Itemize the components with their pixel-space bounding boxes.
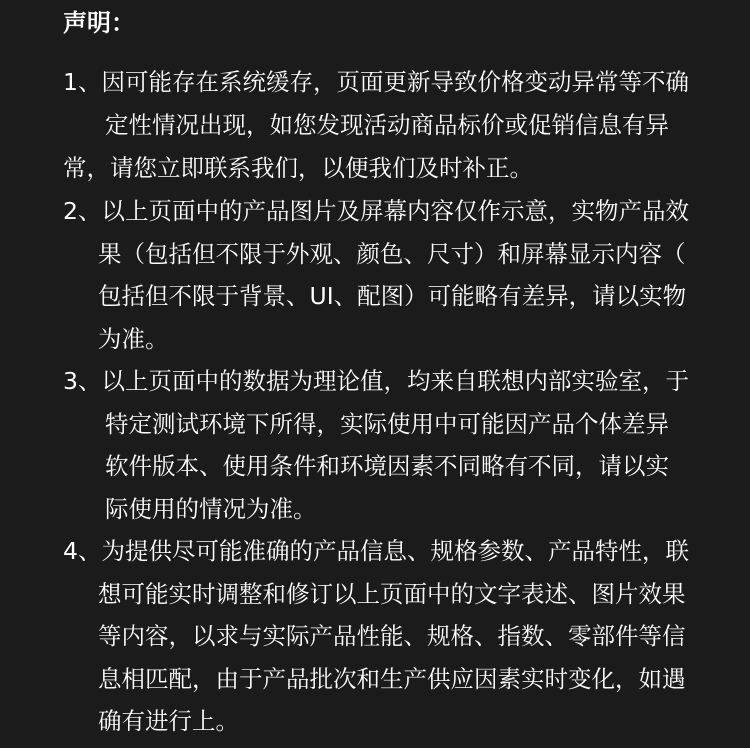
item-2-line-4: 为准。 <box>98 325 169 353</box>
disclaimer-title: 声明： <box>63 9 135 37</box>
item-2-line-1: 2、以上页面中的产品图片及屏幕内容仅作示意，实物产品效 <box>63 197 689 225</box>
item-1-line-1: 1、因可能存在系统缓存，页面更新导致价格变动异常等不确 <box>63 68 689 96</box>
item-2-line-3: 包括但不限于背景、UI、配图）可能略有差异，请以实物 <box>98 282 687 310</box>
item-4-line-3: 等内容，以求与实际产品性能、规格、指数、零部件等信 <box>98 622 686 650</box>
item-1-line-3: 常，请您立即联系我们，以便我们及时补正。 <box>63 154 533 182</box>
item-3-line-3: 软件版本、使用条件和环境因素不同略有不同，请以实 <box>105 452 669 480</box>
item-3-line-1: 3、以上页面中的数据为理论值，均来自联想内部实验室，于 <box>63 367 689 395</box>
item-4-line-1: 4、为提供尽可能准确的产品信息、规格参数、产品特性，联 <box>63 537 689 565</box>
item-4-line-5: 确有进行上。 <box>98 707 239 735</box>
item-2-line-2: 果（包括但不限于外观、颜色、尺寸）和屏幕显示内容（ <box>98 240 686 268</box>
item-4-line-4: 息相匹配，由于产品批次和生产供应因素实时变化，如遇 <box>98 665 686 693</box>
item-4-line-2: 想可能实时调整和修订以上页面中的文字表述、图片效果 <box>98 580 686 608</box>
item-1-line-2: 定性情况出现，如您发现活动商品标价或促销信息有异 <box>105 111 669 139</box>
item-3-line-2: 特定测试环境下所得，实际使用中可能因产品个体差异 <box>105 410 669 438</box>
item-3-line-4: 际使用的情况为准。 <box>105 495 317 523</box>
